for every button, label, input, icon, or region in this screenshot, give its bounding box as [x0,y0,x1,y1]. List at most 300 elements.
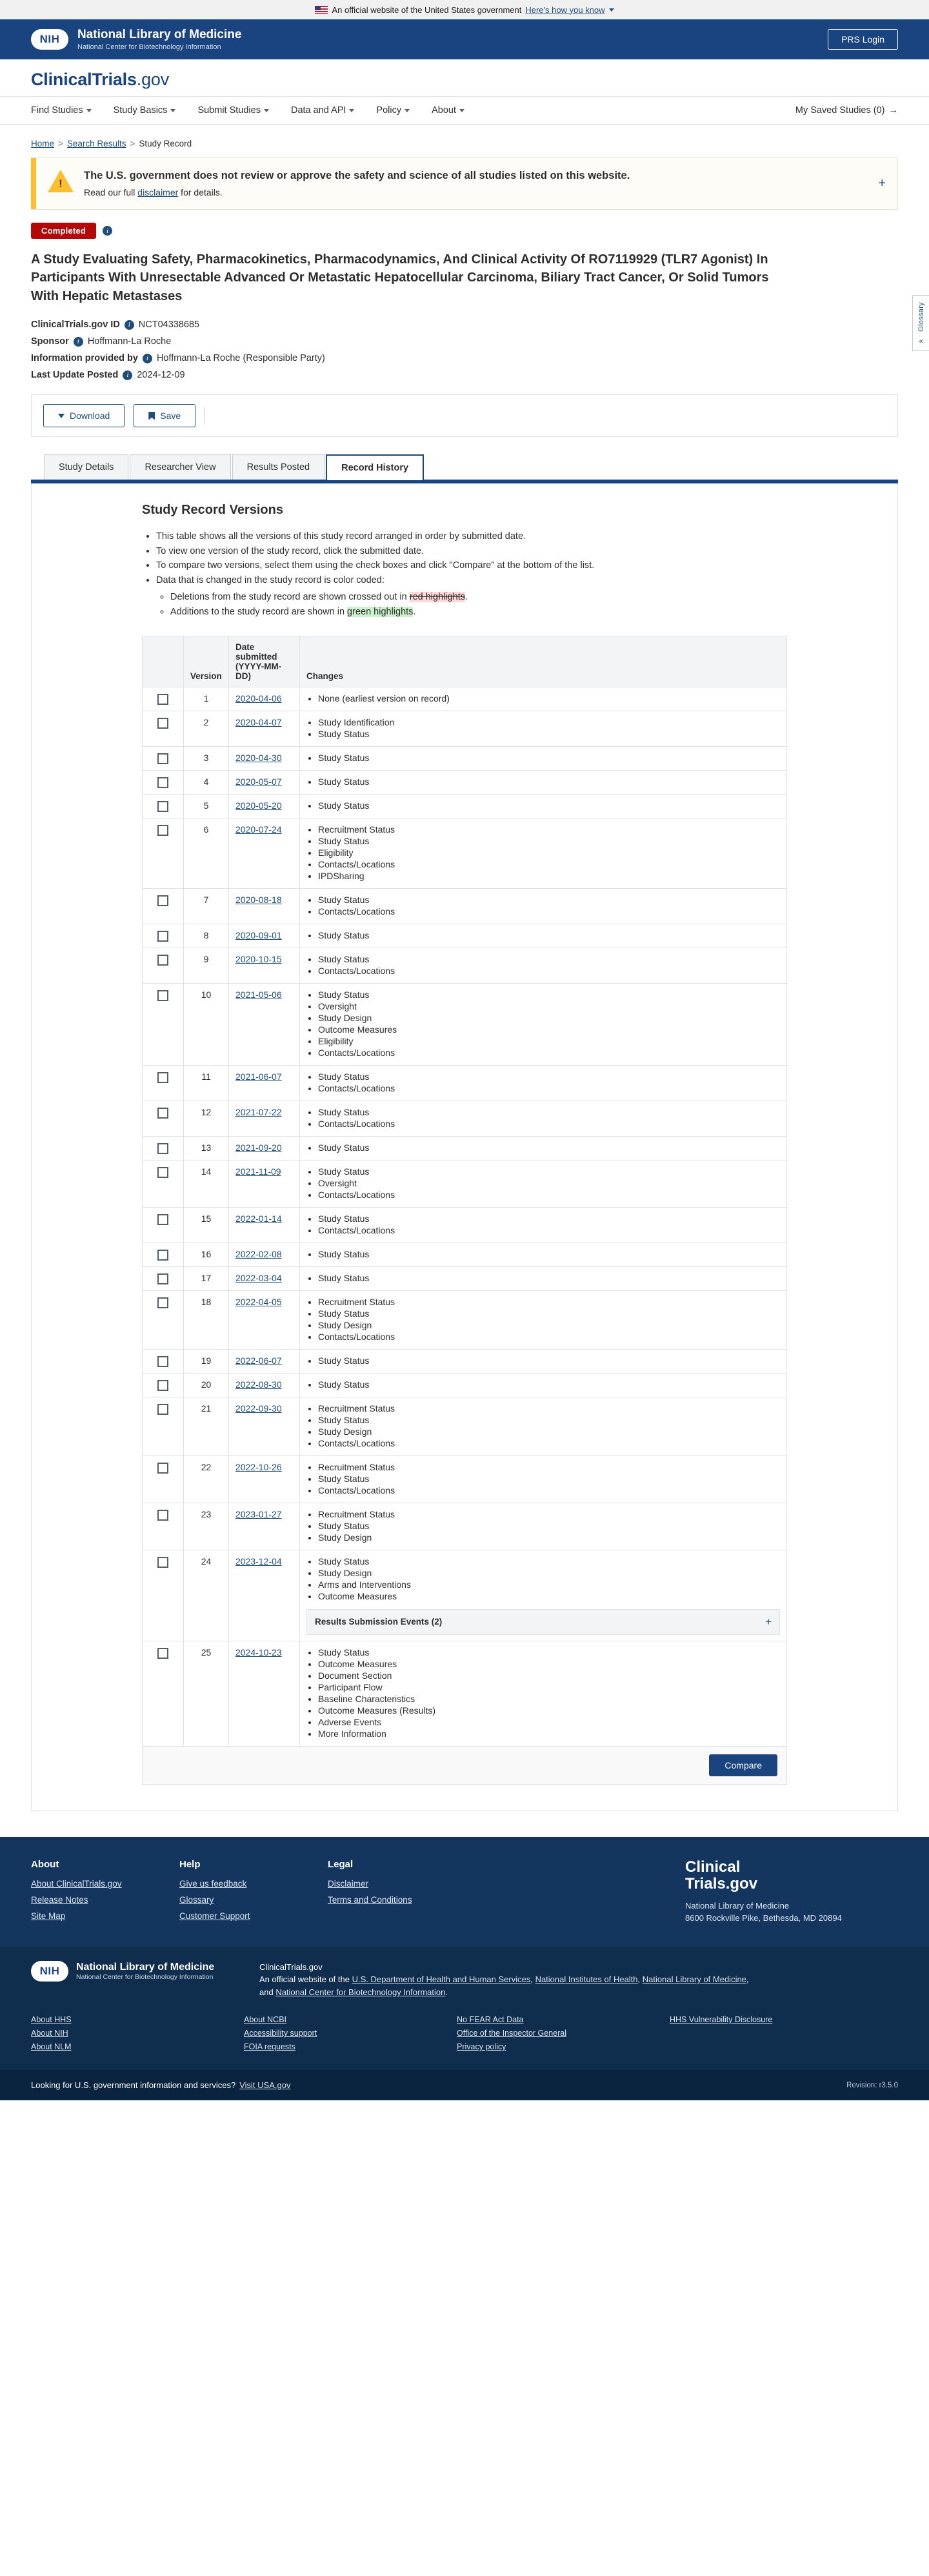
info-icon[interactable]: i [123,370,132,380]
version-date-link[interactable]: 2021-07-22 [235,1106,282,1117]
footer-link-site-map[interactable]: Site Map [31,1911,66,1921]
footer-nlm-logo-box [31,1961,244,1982]
change-item: • Study Status [318,1142,780,1153]
results-submission-events[interactable] [306,1609,780,1635]
info-icon[interactable]: i [125,320,134,330]
meta-nct-id [31,319,898,330]
date-submitted-cell [229,948,300,983]
text-after: . [413,606,416,617]
footer-brand-name [685,1859,898,1893]
tab-bar [31,454,898,483]
info-icon[interactable]: i [74,337,83,347]
version-date-link[interactable]: 2022-01-14 [235,1213,282,1224]
row-checkbox-cell [143,794,184,818]
footer-brand [685,1859,898,1927]
change-item: • Study Design [318,1532,780,1543]
footer-link-office-inspector-general[interactable]: Office of the Inspector General [457,2029,567,2038]
date-submitted-cell [229,888,300,924]
version-checkbox[interactable] [157,1648,168,1659]
change-item: • Recruitment Status [318,1462,780,1472]
version-date-link[interactable]: 2020-05-20 [235,800,282,811]
site-title-suffix: .gov [136,70,170,89]
row-checkbox-cell [143,687,184,711]
footer-link-no-fear-act-data[interactable]: No FEAR Act Data [457,2015,524,2025]
version-date-link[interactable]: 2021-11-09 [235,1166,281,1177]
table-row [143,1373,787,1397]
download-label: Download [70,411,110,421]
chevron-down-icon [405,109,410,112]
change-item: • Contacts/Locations [318,1190,780,1200]
version-number: 14 [184,1160,229,1207]
changes-cell [300,1065,787,1100]
change-item: • Oversight [318,1178,780,1188]
breadcrumb [0,125,929,157]
change-item: • Study Status [318,930,780,940]
footer-link-about-nih[interactable]: About NIH [31,2029,68,2038]
site-logo[interactable] [31,70,898,90]
change-item: • Participant Flow [318,1682,780,1692]
version-checkbox[interactable] [157,931,168,942]
change-item: • Study Status [318,989,780,1000]
table-row [143,888,787,924]
change-item: • Study Status [318,1273,780,1283]
date-submitted-cell [229,1550,300,1641]
compare-row [142,1747,787,1785]
date-submitted-cell [229,983,300,1065]
main-navigation [0,96,929,125]
nlm-title: National Library of Medicine [77,28,242,42]
footer-nlm-title: National Library of Medicine [76,1961,215,1973]
breadcrumb-search-results[interactable]: Search Results [66,139,126,148]
table-row [143,1136,787,1160]
version-date-link[interactable]: 2022-02-08 [235,1248,282,1259]
change-item: • Eligibility [318,847,780,858]
revision-text: Revision: r3.5.0 [846,2081,898,2089]
glossary-tab-label: Glossary [917,302,925,332]
version-number: 5 [184,794,229,818]
nih-logo[interactable]: NIH [31,29,68,50]
footer-link-glossary[interactable]: Glossary [179,1894,214,1905]
change-item: • Contacts/Locations [318,1485,780,1496]
table-row [143,1266,787,1290]
row-checkbox-cell [143,1503,184,1550]
sep-end: . [445,1987,448,1997]
row-checkbox-cell [143,1290,184,1349]
version-date-link[interactable]: 2022-09-30 [235,1403,282,1414]
version-checkbox[interactable] [157,1167,168,1178]
footer-link-about-clinicaltrials[interactable]: About ClinicalTrials.gov [31,1878,122,1889]
change-item: • Study Status [318,895,780,905]
meta-value: 2024-12-09 [137,370,185,381]
table-row [143,1455,787,1503]
version-checkbox[interactable] [157,1380,168,1391]
table-row [143,1065,787,1100]
version-date-link[interactable]: 2023-12-04 [235,1556,282,1567]
compare-button[interactable]: Compare [709,1754,777,1776]
date-submitted-cell [229,1100,300,1136]
row-checkbox-cell [143,1207,184,1242]
row-checkbox-cell [143,770,184,794]
version-checkbox[interactable] [157,718,168,729]
footer-link-hhs-vulnerability-disclosure[interactable]: HHS Vulnerability Disclosure [670,2015,773,2025]
row-checkbox-cell [143,1266,184,1290]
version-checkbox[interactable] [157,1214,168,1225]
chevron-down-icon [264,109,269,112]
change-item: • Study Status [318,1521,780,1531]
instruction-item: • To view one version of the study record, click the submitted date. [156,544,787,558]
change-item: • Contacts/Locations [318,1332,780,1342]
row-checkbox-cell [143,1242,184,1266]
change-item: • Document Section [318,1670,780,1681]
changes-cell [300,1136,787,1160]
footer-link-col-2 [244,2015,457,2056]
section-heading: Study Record Versions [142,503,283,518]
footer-link-give-feedback[interactable]: Give us feedback [179,1878,247,1889]
version-number: 23 [184,1503,229,1550]
version-checkbox[interactable] [157,1356,168,1367]
date-submitted-cell [229,711,300,746]
row-checkbox-cell [143,1160,184,1207]
change-item: • Eligibility [318,1036,780,1046]
disclaimer-link[interactable]: disclaimer [137,187,179,198]
change-item: • Study Status [318,800,780,811]
table-row [143,1349,787,1373]
row-checkbox-cell [143,983,184,1065]
date-submitted-cell [229,1266,300,1290]
changes-cell [300,1373,787,1397]
footer-column-title: Legal [328,1858,354,1870]
date-submitted-cell [229,770,300,794]
record-history-panel [31,483,898,1811]
date-submitted-cell [229,1455,300,1503]
nav-item-policy[interactable] [376,105,410,116]
version-date-link[interactable]: 2020-08-18 [235,894,282,905]
version-number: 4 [184,770,229,794]
color-key-intro-text: Data that is changed in the study record is color coded: [156,574,385,585]
table-row [143,1160,787,1207]
row-checkbox-cell [143,1349,184,1373]
change-item: • Contacts/Locations [318,1119,780,1129]
footer-link-nlm[interactable]: National Library of Medicine [642,1974,746,1985]
version-checkbox[interactable] [157,801,168,812]
change-item: • Contacts/Locations [318,1438,780,1448]
change-item: • Study Status [318,1071,780,1082]
meta-value: Hoffmann-La Roche (Responsible Party) [156,353,325,364]
table-row [143,1503,787,1550]
version-checkbox[interactable] [157,1072,168,1083]
footer-link-terms-and-conditions[interactable]: Terms and Conditions [328,1894,412,1905]
version-date-link[interactable]: 2021-06-07 [235,1071,282,1082]
chevron-down-icon [349,109,354,112]
version-number: 3 [184,746,229,770]
my-saved-studies-link[interactable] [795,105,898,116]
version-date-link[interactable]: 2021-05-06 [235,989,282,1000]
change-item: • Contacts/Locations [318,1048,780,1058]
version-checkbox[interactable] [157,1404,168,1415]
change-item: • Outcome Measures [318,1591,780,1601]
sep3: , and [259,1974,749,1997]
column-header-changes: Changes [300,636,787,687]
change-item: • Study Status [318,1308,780,1319]
row-checkbox-cell [143,746,184,770]
chevron-double-left-icon[interactable]: « [919,337,923,345]
version-date-link[interactable]: 2023-01-27 [235,1508,282,1519]
nav-item-data-and-api[interactable] [291,105,354,116]
change-item: • Recruitment Status [318,824,780,835]
footer-link-col-4 [670,2015,883,2056]
meta-label: Last Update Posted [31,370,119,381]
alert-text-before: Read our full [84,187,138,198]
change-item: • IPDSharing [318,871,780,881]
tab-researcher-view[interactable]: Researcher View [130,454,230,480]
version-date-link[interactable]: 2024-10-23 [235,1647,282,1658]
changes-cell [300,1242,787,1266]
change-item: • Recruitment Status [318,1403,780,1414]
status-badge: Completed [31,223,96,239]
version-checkbox[interactable] [157,694,168,705]
change-item: • More Information [318,1729,780,1739]
version-date-link[interactable]: 2020-04-06 [235,693,282,704]
status-row [31,223,898,239]
footer-link-ncbi[interactable]: National Center for Biotechnology Information [275,1987,446,1997]
version-number: 17 [184,1266,229,1290]
nav-item-submit-studies[interactable] [197,105,269,116]
version-number: 1 [184,687,229,711]
changes-cell [300,746,787,770]
change-item: • None (earliest version on record) [318,693,780,704]
version-number: 11 [184,1065,229,1100]
plus-icon[interactable]: + [765,1615,772,1628]
date-submitted-cell [229,1503,300,1550]
usa-gov-text: Looking for U.S. government information and services? [31,2080,236,2091]
date-submitted-cell [229,1242,300,1266]
version-number: 24 [184,1550,229,1641]
row-checkbox-cell [143,924,184,948]
version-checkbox[interactable] [157,1297,168,1308]
sep2: , [637,1974,643,1985]
footer-link-about-nlm[interactable]: About NLM [31,2042,72,2052]
footer-nlm-text [259,1961,750,1999]
change-item: • Adverse Events [318,1717,780,1727]
nav-item-study-basics[interactable] [114,105,176,116]
column-header-version: Version [184,636,229,687]
version-checkbox[interactable] [157,1557,168,1568]
version-date-link[interactable]: 2022-08-30 [235,1379,282,1390]
version-date-link[interactable]: 2022-03-04 [235,1272,282,1283]
version-checkbox[interactable] [157,955,168,966]
version-date-link[interactable]: 2020-05-07 [235,776,282,787]
usa-gov-link[interactable]: Visit USA.gov [239,2080,291,2091]
meta-label: Sponsor [31,336,69,347]
nih-logo[interactable]: NIH [31,1961,68,1982]
meta-value: Hoffmann-La Roche [87,336,172,347]
version-date-link[interactable]: 2021-09-20 [235,1142,282,1153]
version-number: 12 [184,1100,229,1136]
download-button[interactable] [43,404,125,427]
row-checkbox-cell [143,948,184,983]
footer-nlm [0,1947,929,2013]
nav-label: About [432,105,457,116]
version-number: 22 [184,1455,229,1503]
footer-column-legal [328,1859,476,1927]
save-label: Save [160,411,181,421]
alert-title: The U.S. government does not review or approve the safety and science of all studies listed on this website. [84,170,630,181]
how-you-know-link[interactable]: Here's how you know [525,5,605,15]
footer-link-privacy-policy[interactable]: Privacy policy [457,2042,506,2052]
date-submitted-cell [229,1136,300,1160]
changes-cell [300,1349,787,1373]
plus-icon[interactable]: + [878,176,886,190]
footer-link-col-1 [31,2015,244,2056]
changes-cell [300,1641,787,1746]
breadcrumb-separator: > [58,139,63,148]
bookmark-icon [148,412,155,420]
footer-link-about-ncbi[interactable]: About NCBI [244,2015,287,2025]
table-row [143,746,787,770]
row-checkbox-cell [143,1065,184,1100]
change-item: • Study Design [318,1426,780,1437]
version-date-link[interactable]: 2020-10-15 [235,953,282,964]
nav-item-find-studies[interactable] [31,105,92,116]
version-checkbox[interactable] [157,1250,168,1261]
version-number: 10 [184,983,229,1065]
table-row [143,924,787,948]
changes-cell [300,1455,787,1503]
date-submitted-cell [229,924,300,948]
changes-cell [300,1266,787,1290]
date-submitted-cell [229,1160,300,1207]
footer-link-accessibility-support[interactable]: Accessibility support [244,2029,317,2038]
footer-column-title: Help [179,1858,201,1870]
footer-link-release-notes[interactable]: Release Notes [31,1894,88,1905]
chevron-down-icon[interactable] [609,8,614,12]
change-item: • Arms and Interventions [318,1579,780,1590]
version-date-link[interactable]: 2020-04-07 [235,716,282,727]
table-row [143,1207,787,1242]
footer-link-about-hhs[interactable]: About HHS [31,2015,72,2025]
date-submitted-cell [229,794,300,818]
nlm-header [0,19,929,59]
text-before: Deletions from the study record are shown crossed out in [170,592,410,603]
version-date-link[interactable]: 2020-09-01 [235,929,282,940]
row-checkbox-cell [143,888,184,924]
version-number: 20 [184,1373,229,1397]
change-item: • Contacts/Locations [318,1083,780,1093]
version-number: 25 [184,1641,229,1746]
date-submitted-cell [229,1373,300,1397]
info-icon[interactable]: i [103,226,112,236]
footer-link-foia-requests[interactable]: FOIA requests [244,2042,295,2052]
changes-cell [300,948,787,983]
footer-link-hhs[interactable]: U.S. Department of Health and Human Services [352,1974,531,1985]
change-item: • Contacts/Locations [318,906,780,917]
breadcrumb-separator: > [130,139,135,148]
table-row [143,1242,787,1266]
tab-study-details[interactable]: Study Details [44,454,128,480]
arrow-right-icon: → [888,105,898,116]
date-submitted-cell [229,818,300,888]
version-checkbox[interactable] [157,825,168,836]
changes-cell [300,888,787,924]
change-item: • Study Status [318,729,780,739]
tab-results-posted[interactable]: Results Posted [232,454,325,480]
version-number: 6 [184,818,229,888]
version-number: 18 [184,1290,229,1349]
change-item: • Study Status [318,954,780,964]
footer-link-customer-support[interactable]: Customer Support [179,1911,250,1921]
version-date-link[interactable]: 2022-04-05 [235,1296,282,1307]
version-checkbox[interactable] [157,1510,168,1521]
version-checkbox[interactable] [157,895,168,906]
version-date-link[interactable]: 2022-10-26 [235,1461,282,1472]
date-submitted-cell [229,1349,300,1373]
changes-cell [300,711,787,746]
changes-cell [300,794,787,818]
date-submitted-cell [229,1207,300,1242]
row-checkbox-cell [143,1550,184,1641]
breadcrumb-home[interactable]: Home [31,139,55,148]
version-checkbox[interactable] [157,1143,168,1154]
table-header-row [143,636,787,687]
chevron-down-icon [459,109,464,112]
version-checkbox[interactable] [157,1463,168,1474]
footer-link-nih[interactable]: National Institutes of Health [535,1974,638,1985]
us-flag-icon [315,6,328,14]
change-item: • Study Status [318,1379,780,1390]
glossary-side-tab[interactable] [912,295,929,351]
row-checkbox-cell [143,1641,184,1746]
change-item: • Study Status [318,836,780,846]
prs-login-button[interactable]: PRS Login [828,29,898,50]
footer-column-title: About [31,1858,59,1870]
save-button[interactable] [134,404,195,427]
version-checkbox[interactable] [157,990,168,1001]
date-submitted-cell [229,1065,300,1100]
version-date-link[interactable]: 2020-07-24 [235,824,282,835]
version-checkbox[interactable] [157,1108,168,1119]
change-item: • Contacts/Locations [318,966,780,976]
change-item: • Study Status [318,1249,780,1259]
footer-bottom [0,2070,929,2100]
change-item: • Study Status [318,753,780,763]
footer-link-disclaimer[interactable]: Disclaimer [328,1878,369,1889]
red-highlight-sample: red highlights [409,592,465,603]
changes-cell [300,1160,787,1207]
action-bar [31,394,898,437]
sep1: , [530,1974,535,1985]
date-submitted-cell [229,687,300,711]
version-date-link[interactable]: 2022-06-07 [235,1355,282,1366]
version-checkbox[interactable] [157,777,168,788]
version-checkbox[interactable] [157,753,168,764]
version-number: 8 [184,924,229,948]
nav-item-about[interactable] [432,105,464,116]
version-date-link[interactable]: 2020-04-30 [235,752,282,763]
change-item: • Recruitment Status [318,1297,780,1307]
meta-label: ClinicalTrials.gov ID [31,319,120,330]
chevron-down-icon [170,109,175,112]
version-checkbox[interactable] [157,1273,168,1284]
change-item: • Recruitment Status [318,1509,780,1519]
us-gov-banner [0,0,929,19]
change-item: • Study Design [318,1013,780,1023]
info-icon[interactable]: i [143,354,152,363]
meta-sponsor [31,336,898,347]
change-item: • Study Status [318,1474,780,1484]
change-item: • Study Status [318,1355,780,1366]
tab-record-history[interactable]: Record History [326,454,424,480]
change-item: • Study Status [318,776,780,787]
